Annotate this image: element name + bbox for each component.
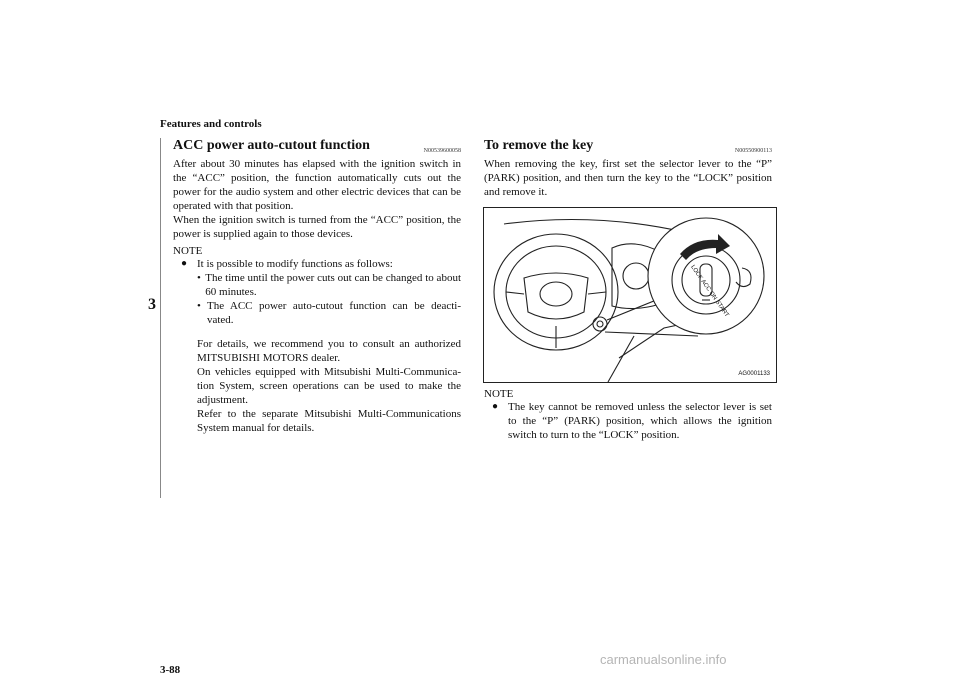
remove-key-note-label: NOTE — [484, 388, 514, 400]
acc-paragraph-2: When the ignition switch is turned from the “ACC” position, the power is supplied again to those devices. — [173, 214, 461, 240]
acc-note-sub-1: The time until the power cuts out can be changed to about 60 minutes. — [205, 272, 461, 298]
remove-key-note — [484, 388, 772, 442]
bullet-icon: ● — [181, 258, 188, 269]
bullet-icon: ● — [492, 401, 499, 412]
acc-paragraph-4: On vehicles equipped with Mitsubishi Multi-Communica-tion System, screen operations can be used to make the adjustment. — [197, 366, 461, 406]
chapter-divider — [160, 138, 161, 498]
acc-note-bullet: It is possible to modify functions as follows: — [197, 258, 393, 270]
remove-key-note-bullet: The key cannot be removed unless the selector lever is set to the “P” (PARK) position, which allows the ignition switch to turn to the “LOCK” position. — [508, 401, 772, 441]
ignition-key-figure — [483, 207, 777, 383]
acc-paragraph-1: After about 30 minutes has elapsed with the ignition switch in the “ACC” position, the function automatically cuts out the power for the audio system and other electric devices that can be operated with that position. — [173, 158, 461, 212]
acc-section-code: N00539600058 — [423, 148, 461, 154]
watermark: carmanualsonline.info — [600, 652, 727, 667]
figure-code: AG0001133 — [738, 371, 770, 377]
acc-note-label: NOTE — [173, 245, 203, 257]
acc-section-title: ACC power auto-cutout function — [173, 138, 370, 153]
remove-key-title: To remove the key — [484, 138, 594, 153]
steering-wheel-illustration — [484, 208, 776, 382]
acc-paragraph-5: Refer to the separate Mitsubishi Multi-Communications System manual for details. — [197, 408, 461, 434]
section-header: Features and controls — [160, 118, 262, 130]
right-column — [484, 138, 772, 199]
acc-note-sub-2: The ACC power auto-cutout function can be deacti-vated. — [206, 300, 461, 326]
ignition-position-labels: LOCK ACC ON START — [689, 264, 730, 319]
left-column — [173, 138, 461, 435]
chapter-tab-number: 3 — [148, 296, 156, 313]
remove-key-code: N00550900113 — [734, 148, 772, 154]
sub-bullet-icon: • — [197, 272, 201, 284]
sub-bullet-icon: • — [197, 300, 201, 312]
page-number: 3-88 — [160, 664, 181, 676]
acc-note-body — [173, 257, 461, 435]
acc-paragraph-3: For details, we recommend you to consult an authorized MITSUBISHI MOTORS dealer. — [197, 338, 461, 364]
remove-key-paragraph: When removing the key, first set the selector lever to the “P” (PARK) position, and then turn the key to the “LOCK” position and remove it. — [484, 158, 772, 198]
